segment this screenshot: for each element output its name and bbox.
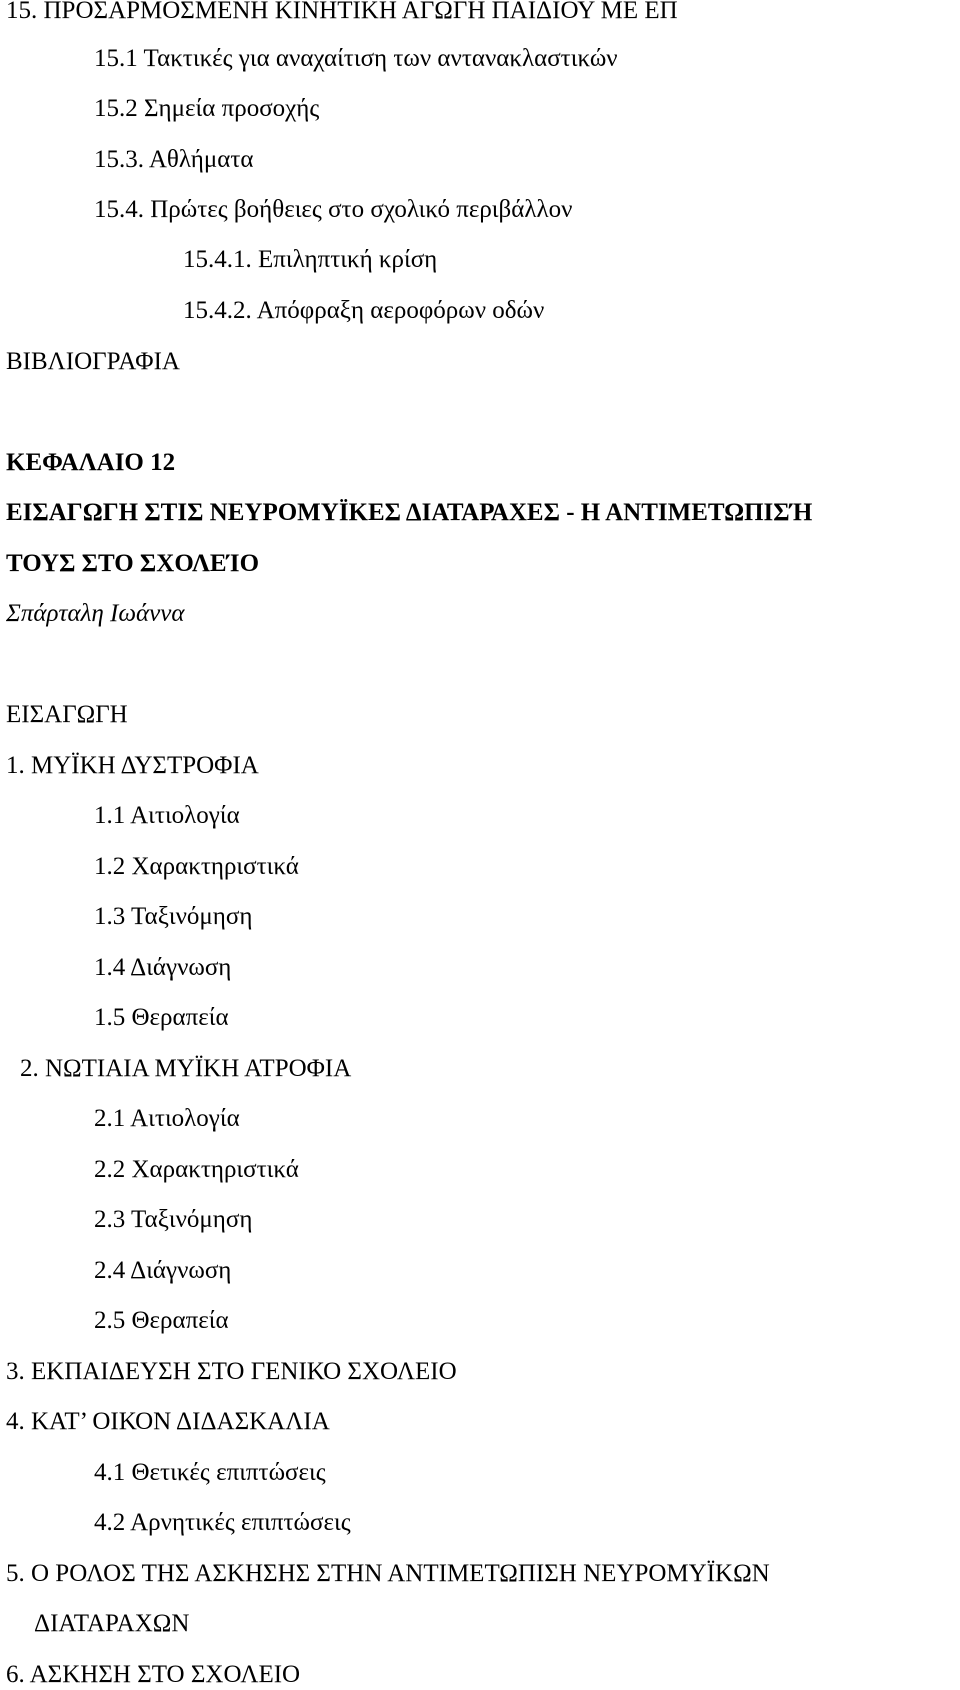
toc-entry-2: 2. ΝΩΤΙΑΙΑ ΜΥΪΚΗ ΑΤΡΟΦΙΑ xyxy=(20,1055,352,1082)
chapter-title-line-2: ΤΟΥΣ ΣΤΟ ΣΧΟΛΕΊΟ xyxy=(6,550,260,577)
toc-entry-4: 4. ΚΑΤ’ ΟΙΚΟΝ ΔΙΔΑΣΚΑΛΙΑ xyxy=(6,1408,330,1435)
toc-entry-1: 1. ΜΥΪΚΗ ΔΥΣΤΡΟΦΙΑ xyxy=(6,752,259,779)
toc-entry-2-3: 2.3 Ταξινόμηση xyxy=(94,1206,253,1233)
toc-entry-2-2: 2.2 Χαρακτηριστικά xyxy=(94,1156,299,1183)
toc-entry-15-1: 15.1 Τακτικές για αναχαίτιση των αντανακλαστικών xyxy=(94,45,618,72)
toc-entry-intro: ΕΙΣΑΓΩΓΗ xyxy=(6,701,128,728)
toc-entry-15-4: 15.4. Πρώτες βοήθειες στο σχολικό περιβάλλον xyxy=(94,196,573,223)
toc-entry-2-5: 2.5 Θεραπεία xyxy=(94,1307,229,1334)
toc-entry-2-1: 2.1 Αιτιολογία xyxy=(94,1105,240,1132)
chapter-title-line-1: ΕΙΣΑΓΩΓΗ ΣΤΙΣ ΝΕΥΡΟΜΥΪΚΕΣ ΔΙΑΤΑΡΑΧΕΣ - Η ΑΝΤΙΜΕΤΩΠΙΣΉ xyxy=(6,499,813,526)
toc-entry-4-2: 4.2 Αρνητικές επιπτώσεις xyxy=(94,1509,351,1536)
toc-entry-1-2: 1.2 Χαρακτηριστικά xyxy=(94,853,299,880)
toc-entry-5-line-2: ΔΙΑΤΑΡΑΧΩΝ xyxy=(34,1610,190,1637)
toc-entry-3: 3. ΕΚΠΑΙΔΕΥΣΗ ΣΤΟ ΓΕΝΙΚΟ ΣΧΟΛΕΙΟ xyxy=(6,1358,457,1385)
toc-entry-1-4: 1.4 Διάγνωση xyxy=(94,954,232,981)
toc-entry-1-5: 1.5 Θεραπεία xyxy=(94,1004,229,1031)
chapter-label: ΚΕΦΑΛΑΙΟ 12 xyxy=(6,449,176,476)
toc-entry-15-4-2: 15.4.2. Απόφραξη αεροφόρων οδών xyxy=(183,297,545,324)
toc-entry-15-2: 15.2 Σημεία προσοχής xyxy=(94,95,320,122)
toc-entry-chapter-15: 15. ΠΡΟΣΑΡΜΟΣΜΕΝΗ ΚΙΝΗΤΙΚΗ ΑΓΩΓΗ ΠΑΙΔΙΟΥ ΜΕ ΕΠ xyxy=(6,0,678,24)
chapter-author: Σπάρταλη Ιωάννα xyxy=(6,600,185,627)
toc-entry-15-4-1: 15.4.1. Επιληπτική κρίση xyxy=(183,246,438,273)
toc-entry-4-1: 4.1 Θετικές επιπτώσεις xyxy=(94,1459,326,1486)
toc-entry-2-4: 2.4 Διάγνωση xyxy=(94,1257,232,1284)
toc-entry-5-line-1: 5. Ο ΡΟΛΟΣ ΤΗΣ ΑΣΚΗΣΗΣ ΣΤΗΝ ΑΝΤΙΜΕΤΩΠΙΣΗ ΝΕΥΡΟΜΥΪΚΩΝ xyxy=(6,1560,770,1587)
toc-entry-bibliography: ΒΙΒΛΙΟΓΡΑΦΙΑ xyxy=(6,348,180,375)
toc-entry-6: 6. ΑΣΚΗΣΗ ΣΤΟ ΣΧΟΛΕΙΟ xyxy=(6,1661,301,1688)
toc-entry-15-3: 15.3. Αθλήματα xyxy=(94,146,254,173)
toc-entry-1-1: 1.1 Αιτιολογία xyxy=(94,802,240,829)
toc-entry-1-3: 1.3 Ταξινόμηση xyxy=(94,903,253,930)
